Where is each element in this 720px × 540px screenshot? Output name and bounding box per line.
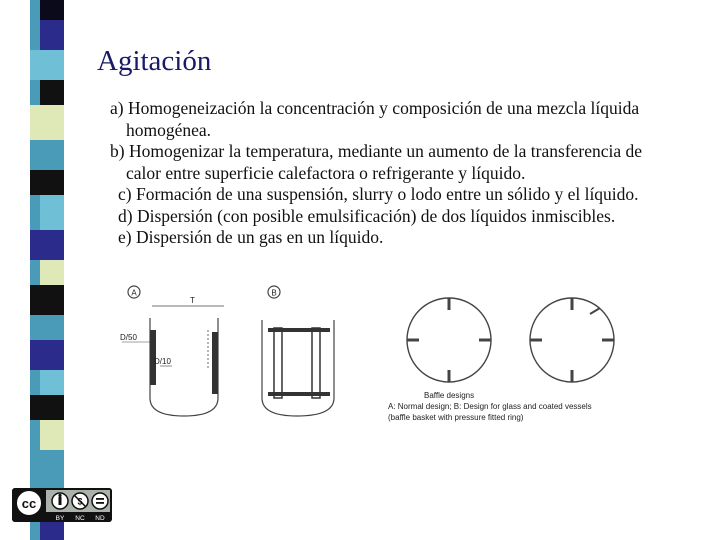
list-item-text: a) Homogeneización la concentración y composición de una mezcla líquida — [110, 98, 640, 118]
list-item — [110, 227, 700, 249]
cc-license-badge — [12, 488, 112, 522]
top-view-b — [530, 298, 614, 382]
dimension-d10: D/10 — [154, 357, 171, 366]
dimension-d50: D/50 — [120, 333, 137, 342]
list-item-text: c) Formación de una suspensión, slurry o lodo entre un sólido y el líquido. — [118, 184, 639, 204]
slide-title: Agitación — [97, 45, 212, 77]
vessel-b-outline — [262, 320, 334, 416]
vessel-b-baffle — [312, 328, 320, 398]
label-b: B — [271, 288, 277, 298]
vessel-b-baffle — [274, 328, 282, 398]
list-item-text: b) Homogenizar la temperatura, mediante un aumento de la transferencia de — [110, 141, 643, 161]
list-item-continuation: calor entre superficie calefactora o refrigerante y líquido. — [126, 162, 526, 183]
label-a: A — [131, 288, 137, 298]
caption-title: Baffle designs — [424, 391, 475, 400]
top-view-a — [407, 298, 491, 382]
objectives-list — [110, 98, 700, 249]
dimension-t: T — [190, 296, 195, 305]
vessel-b-ring — [268, 328, 330, 332]
caption-line-2: (baffle basket with pressure fitted ring) — [388, 413, 524, 422]
list-item — [110, 141, 700, 184]
list-item — [110, 98, 700, 141]
list-item-continuation: homogénea. — [126, 119, 212, 140]
nc-label: NC — [75, 515, 85, 522]
list-item-text: d) Dispersión (con posible emulsificación) de dos líquidos inmiscibles. — [118, 205, 616, 226]
cc-text: cc — [21, 496, 37, 511]
caption-line-1: A: Normal design; B: Design for glass and coated vessels — [388, 402, 592, 411]
by-label: BY — [55, 515, 65, 522]
list-item — [110, 184, 700, 206]
vessel-a-baffle — [212, 332, 218, 394]
decorative-stripe — [30, 0, 64, 540]
baffle-diagram — [112, 270, 632, 440]
nd-label: ND — [95, 515, 105, 522]
list-item-text: e) Dispersión de un gas en un líquido. — [118, 227, 384, 247]
svg-text:$: $ — [77, 496, 83, 507]
list-item — [110, 206, 700, 228]
nd-icon — [92, 493, 108, 509]
vessel-b-ring — [268, 392, 330, 396]
